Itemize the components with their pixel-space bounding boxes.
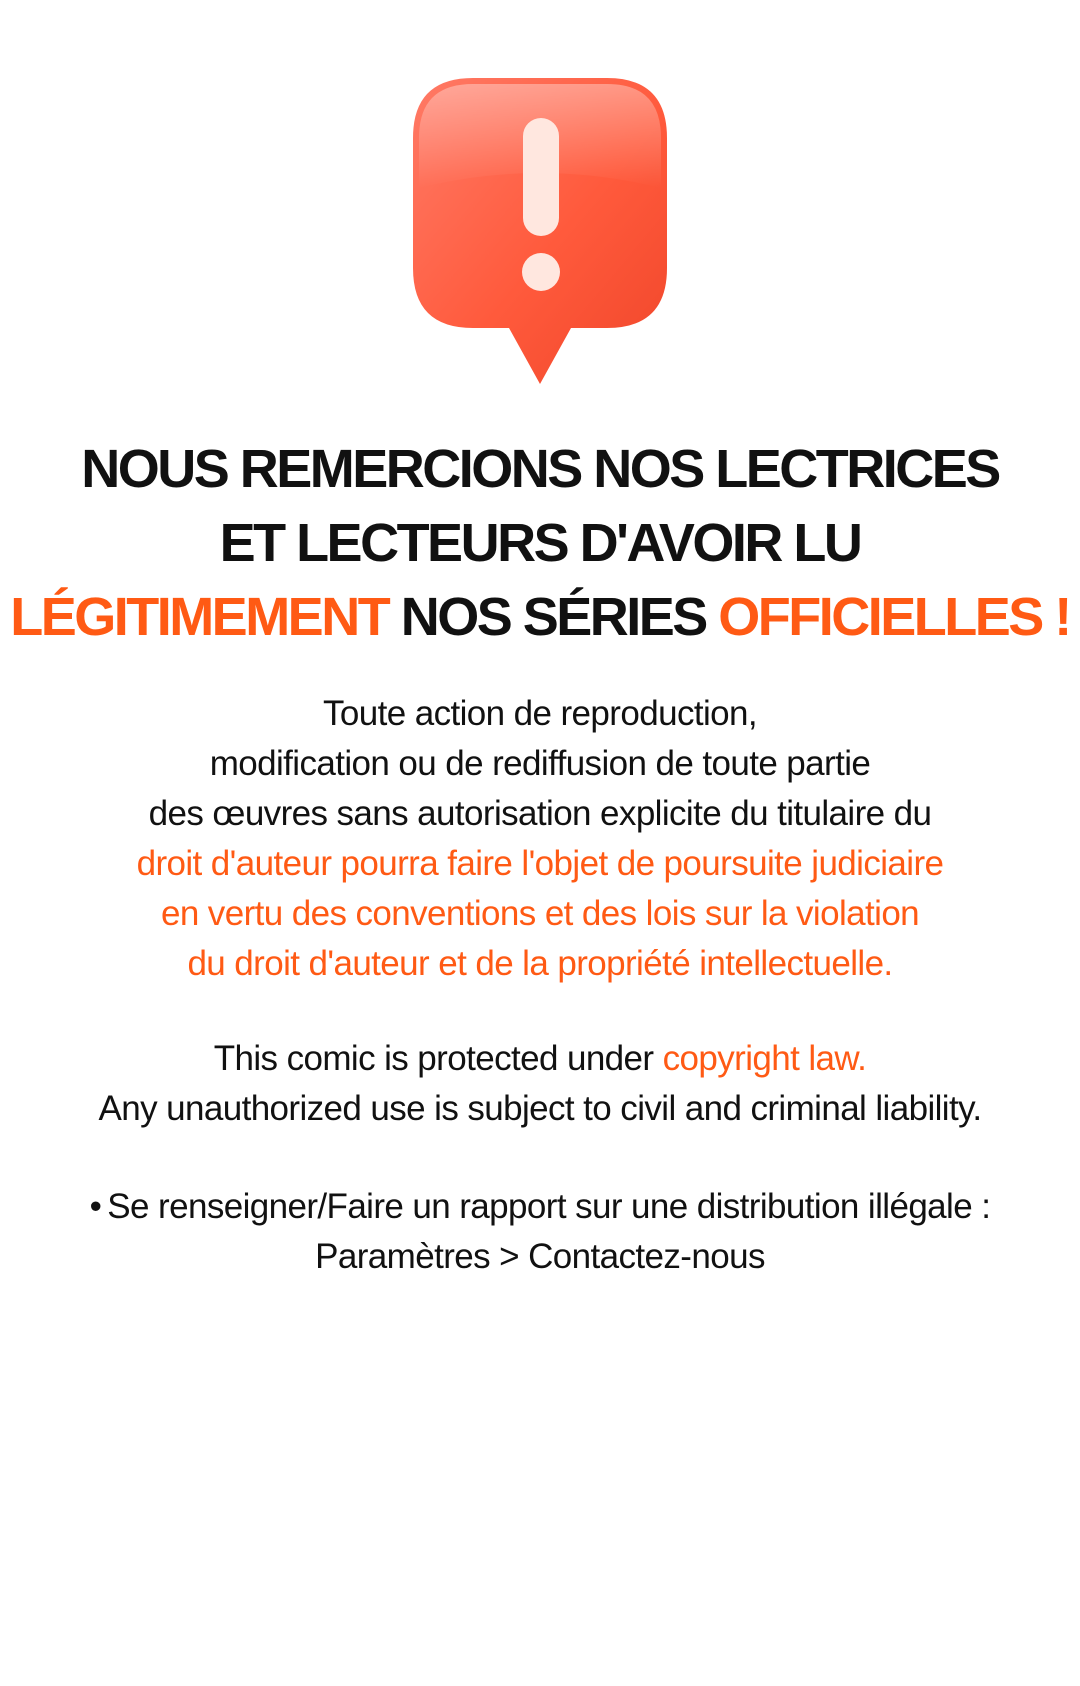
headline-line-1: NOUS REMERCIONS NOS LECTRICES <box>81 439 999 499</box>
notice-en-line-1 <box>0 1034 1080 1084</box>
notice-en-line-2: Any unauthorized use is subject to civil and criminal liability. <box>98 1089 982 1128</box>
notice-fr-line-2: modification ou de rediffusion de toute partie <box>209 744 871 783</box>
notice-en-prefix: This comic is protected under <box>213 1039 663 1078</box>
contact-us-link[interactable]: Paramètres > Contactez-nous <box>295 1232 785 1282</box>
notice-fr-line-6: du droit d'auteur et de la propriété intellectuelle. <box>187 944 893 983</box>
headline-accent-legitimately: LÉGITIMEMENT <box>10 587 389 647</box>
report-line <box>0 1182 1080 1232</box>
notice-french <box>0 689 1080 989</box>
headline-line-2: ET LECTEURS D'AVOIR LU <box>219 513 861 573</box>
headline <box>0 432 1080 654</box>
bullet-icon: • <box>89 1187 102 1226</box>
notice-fr-line-4: droit d'auteur pourra faire l'objet de poursuite judiciaire <box>136 844 944 883</box>
report-link-line <box>0 1232 1080 1282</box>
notice-english <box>0 1034 1080 1134</box>
notice-fr-line-5: en vertu des conventions et des lois sur la violation <box>160 894 920 933</box>
headline-line-3 <box>0 580 1080 654</box>
notice-fr-line-3: des œuvres sans autorisation explicite du titulaire du <box>148 794 932 833</box>
report-text: Se renseigner/Faire un rapport sur une distribution illégale : <box>107 1187 991 1226</box>
exclamation-speech-bubble-icon <box>413 78 667 384</box>
headline-accent-official: OFFICIELLES ! <box>718 587 1070 647</box>
notice-fr-line-1: Toute action de reproduction, <box>322 694 757 733</box>
headline-middle: NOS SÉRIES <box>388 587 719 647</box>
notice-en-copyright: copyright law. <box>662 1039 867 1078</box>
report-section <box>0 1182 1080 1282</box>
